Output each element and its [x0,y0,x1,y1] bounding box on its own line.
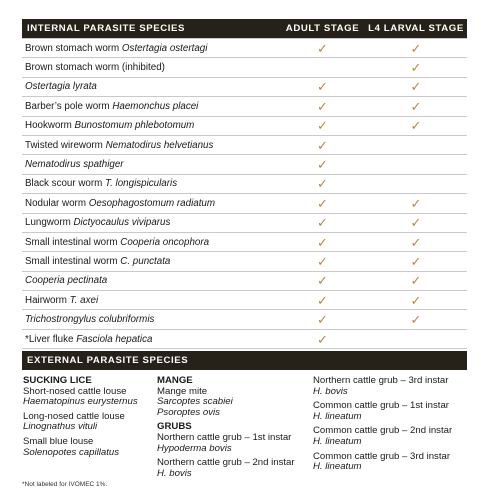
scientific-name: T. longispicularis [105,178,178,190]
species-name [22,101,280,112]
common-name: Mange mite [157,385,208,397]
internal-table-body [22,38,467,349]
table-row [22,96,467,115]
table-row [22,154,467,173]
common-name: Brown stomach worm (inhibited) [25,62,165,74]
adult-stage-check-icon: ✓ [317,273,328,289]
external-column [157,376,314,483]
header-adult-stage: ADULT STAGE [285,23,360,34]
external-column [313,376,467,477]
table-row [22,57,467,76]
common-name: Common cattle grub – 3rd instar [313,450,451,462]
header-l4-larval-stage: L4 LARVAL STAGE [368,23,464,34]
l4-stage-check-icon: ✓ [410,273,422,289]
adult-stage-check-icon: ✓ [317,40,328,56]
scientific-name: Hypoderma bovis [157,442,232,454]
header-species: INTERNAL PARASITE SPECIES [27,23,186,34]
table-row [22,135,467,154]
table-row [22,174,467,193]
l4-stage-check-icon: ✓ [410,253,422,269]
adult-stage-check-icon: ✓ [317,312,328,328]
common-name: *Liver fluke [25,333,77,345]
adult-stage-check-icon: ✓ [317,292,328,308]
common-name: Lungworm [25,217,74,229]
list-item [313,452,467,473]
list-item [313,376,467,397]
scientific-name: H. bovis [313,385,348,397]
l4-stage-check-icon: ✓ [410,98,422,114]
adult-stage-check-icon: ✓ [317,157,328,173]
species-name [22,62,280,73]
adult-stage-check-icon: ✓ [317,176,328,192]
common-name: Hookworm [25,120,75,132]
species-name [22,43,280,54]
internal-table-header [22,19,467,38]
species-name [22,314,280,325]
common-name: Twisted wireworm [25,139,106,151]
list-item [23,437,157,458]
category-heading: MANGE [157,375,193,386]
footnote: *Not labeled for IVOMEC 1%. [22,481,108,488]
species-name [22,237,280,248]
adult-stage-check-icon: ✓ [317,137,328,153]
l4-stage-check-icon: ✓ [410,234,422,250]
list-item [157,433,314,454]
external-parasite-section [22,351,467,480]
list-item [157,458,314,479]
list-item [157,387,314,419]
common-name: Northern cattle grub – 2nd instar [157,457,295,469]
common-name: Northern cattle grub – 3rd instar [313,375,449,386]
list-item [23,412,157,433]
scientific-name: H. lineatum [313,410,362,422]
common-name: Brown stomach worm [25,42,122,54]
l4-stage-check-icon: ✓ [410,60,422,76]
species-name [22,120,280,131]
common-name: Nodular worm [25,197,89,209]
common-name: Hairworm [25,294,70,306]
adult-stage-check-icon: ✓ [317,79,328,95]
adult-stage-check-icon: ✓ [317,118,328,134]
common-name: Black scour worm [25,178,106,190]
common-name: Common cattle grub – 1st instar [313,400,449,412]
table-row [22,309,467,328]
adult-stage-check-icon: ✓ [317,215,328,231]
scientific-name: Oesophagostomum radiatum [88,197,216,209]
common-name: Barber’s pole worm [25,100,113,112]
species-name [22,178,280,189]
table-row [22,77,467,96]
species-name [22,256,280,267]
scientific-name: Solenopotes capillatus [23,446,120,458]
adult-stage-check-icon: ✓ [317,234,328,250]
scientific-name: Sarcoptes scabiei [157,396,233,408]
scientific-name: Linognathus vituli [23,421,98,433]
species-name [22,198,280,209]
common-name: Small blue louse [23,435,94,447]
scientific-name: Cooperia pectinata [25,275,108,287]
table-row [22,232,467,251]
table-row [22,271,467,290]
table-row [22,193,467,212]
external-section-header: EXTERNAL PARASITE SPECIES [22,351,467,370]
scientific-name: Ostertagia ostertagi [121,42,208,54]
adult-stage-check-icon: ✓ [317,98,328,114]
l4-stage-check-icon: ✓ [410,215,422,231]
list-item [23,387,157,408]
external-column [23,376,157,462]
common-name: Long-nosed cattle louse [23,410,125,422]
table-row [22,213,467,232]
species-name [22,275,280,286]
scientific-name: Dictyocaulus viviparus [73,217,171,229]
l4-stage-check-icon: ✓ [410,40,422,56]
species-name [22,81,280,92]
adult-stage-check-icon: ✓ [317,195,328,211]
common-name: Northern cattle grub – 1st instar [157,431,292,443]
scientific-name: Haematopinus eurysternus [23,396,138,408]
scientific-name: Nematodirus spathiger [25,159,124,171]
scientific-name: Fasciola hepatica [76,333,153,345]
species-name [22,334,280,345]
internal-parasite-table [22,19,467,349]
l4-stage-check-icon: ✓ [410,195,422,211]
species-name [22,217,280,228]
species-name [22,295,280,306]
external-species-columns [22,370,467,480]
scientific-name: H. lineatum [313,461,362,473]
category-heading: GRUBS [157,421,192,433]
common-name: Small intestinal worm [25,255,121,267]
adult-stage-check-icon: ✓ [317,331,328,347]
scientific-name: Bunostomum phlebotomum [74,120,195,132]
scientific-name: Trichostrongylus colubriformis [25,314,155,326]
scientific-name: Psoroptes ovis [157,406,220,418]
l4-stage-check-icon: ✓ [410,79,422,95]
table-row [22,329,467,348]
table-row [22,290,467,309]
species-name [22,159,280,170]
scientific-name: Cooperia oncophora [120,236,210,248]
list-item [313,401,467,422]
scientific-name: Nematodirus helvetianus [105,139,214,151]
table-row [22,251,467,270]
scientific-name: C. punctata [120,255,171,267]
common-name: Common cattle grub – 2nd instar [313,425,453,437]
l4-stage-check-icon: ✓ [410,312,422,328]
list-item [313,426,467,447]
species-name [22,140,280,151]
scientific-name: Haemonchus placei [112,100,199,112]
common-name: Short-nosed cattle louse [23,385,127,397]
category-heading: SUCKING LICE [23,375,92,386]
table-row [22,116,467,135]
table-row [22,38,467,57]
adult-stage-check-icon: ✓ [317,253,328,269]
l4-stage-check-icon: ✓ [410,118,422,134]
scientific-name: T. axei [69,294,99,306]
l4-stage-check-icon: ✓ [410,292,422,308]
scientific-name: Ostertagia lyrata [25,81,97,93]
scientific-name: H. lineatum [313,435,362,447]
scientific-name: H. bovis [157,467,192,479]
common-name: Small intestinal worm [25,236,121,248]
